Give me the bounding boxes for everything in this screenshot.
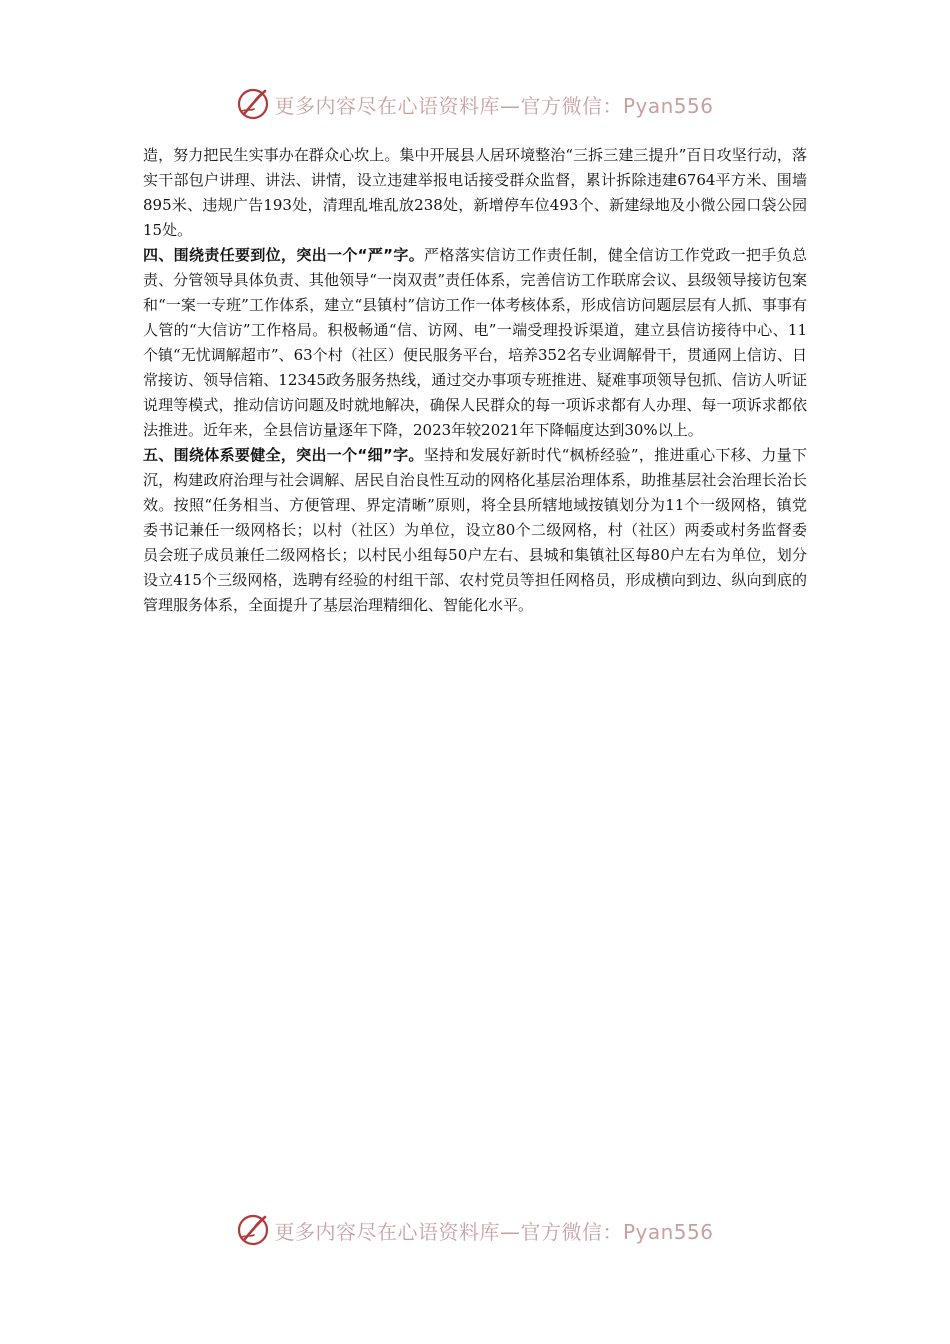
paragraph-1 [143,143,807,243]
paragraph-1-body: 造，努力把民生实事办在群众心坎上。集中开展县人居环境整治“三拆三建三提升”百日攻坚行动，落实干部包户讲理、讲法、讲情，设立违建举报电话接受群众监督，累计拆除违建6764平方米、围墙895米、违规广告193处，清理乱堆乱放238处，新增停车位493个、新建绿地及小微公园口袋公园15处。 [143,146,807,239]
header-banner [0,84,950,124]
quill-pen-logo-icon [236,87,270,121]
paragraph-2 [143,243,807,443]
paragraph-2-lead: 四、围绕责任要到位，突出一个“严”字。 [143,246,425,264]
paragraph-2-body: 严格落实信访工作责任制，健全信访工作党政一把手负总责、分管领导具体负责、其他领导“一岗双责”责任体系，完善信访工作联席会议、县级领导接访包案和“一案一专班”工作体系，建立“县镇村”信访工作一体考核体系，形成信访问题层层有人抓、事事有人管的“大信访”工作格局。积极畅通“信、访网、电”一端受理投诉渠道，建立县信访接待中心、11个镇“无忧调解超市”、63个村（社区）便民服务平台，培养352名专业调解骨干，贯通网上信访、日常接访、领导信箱、12345政务服务热线，通过交办事项专班推进、疑难事项领导包抓、信访人听证说理等模式，推动信访问题及时就地解决，确保人民群众的每一项诉求都有人办理、每一项诉求都依法推进。近年来，全县信访量逐年下降，2023年较2021年下降幅度达到30%以上。 [143,246,807,439]
paragraph-3-lead: 五、围绕体系要健全，突出一个“细”字。 [143,446,424,464]
footer-banner-text: 更多内容尽在心语资料库—官方微信：Pyan556 [274,1219,714,1244]
header-banner-text: 更多内容尽在心语资料库—官方微信：Pyan556 [274,93,714,118]
paragraph-3 [143,443,807,618]
footer-banner [0,1210,950,1250]
document-body [143,143,807,618]
quill-pen-logo-icon [236,1213,270,1247]
paragraph-3-body: 坚持和发展好新时代“枫桥经验”，推进重心下移、力量下沉，构建政府治理与社会调解、居民自治良性互动的网格化基层治理体系，助推基层社会治理长治长效。按照“任务相当、方便管理、界定清晰”原则，将全县所辖地域按镇划分为11个一级网格，镇党委书记兼任一级网格长；以村（社区）为单位，设立80个二级网格，村（社区）两委或村务监督委员会班子成员兼任二级网格长；以村民小组每50户左右、县城和集镇社区每80户左右为单位，划分设立415个三级网格，选聘有经验的村组干部、农村党员等担任网格员，形成横向到边、纵向到底的管理服务体系，全面提升了基层治理精细化、智能化水平。 [143,446,808,614]
